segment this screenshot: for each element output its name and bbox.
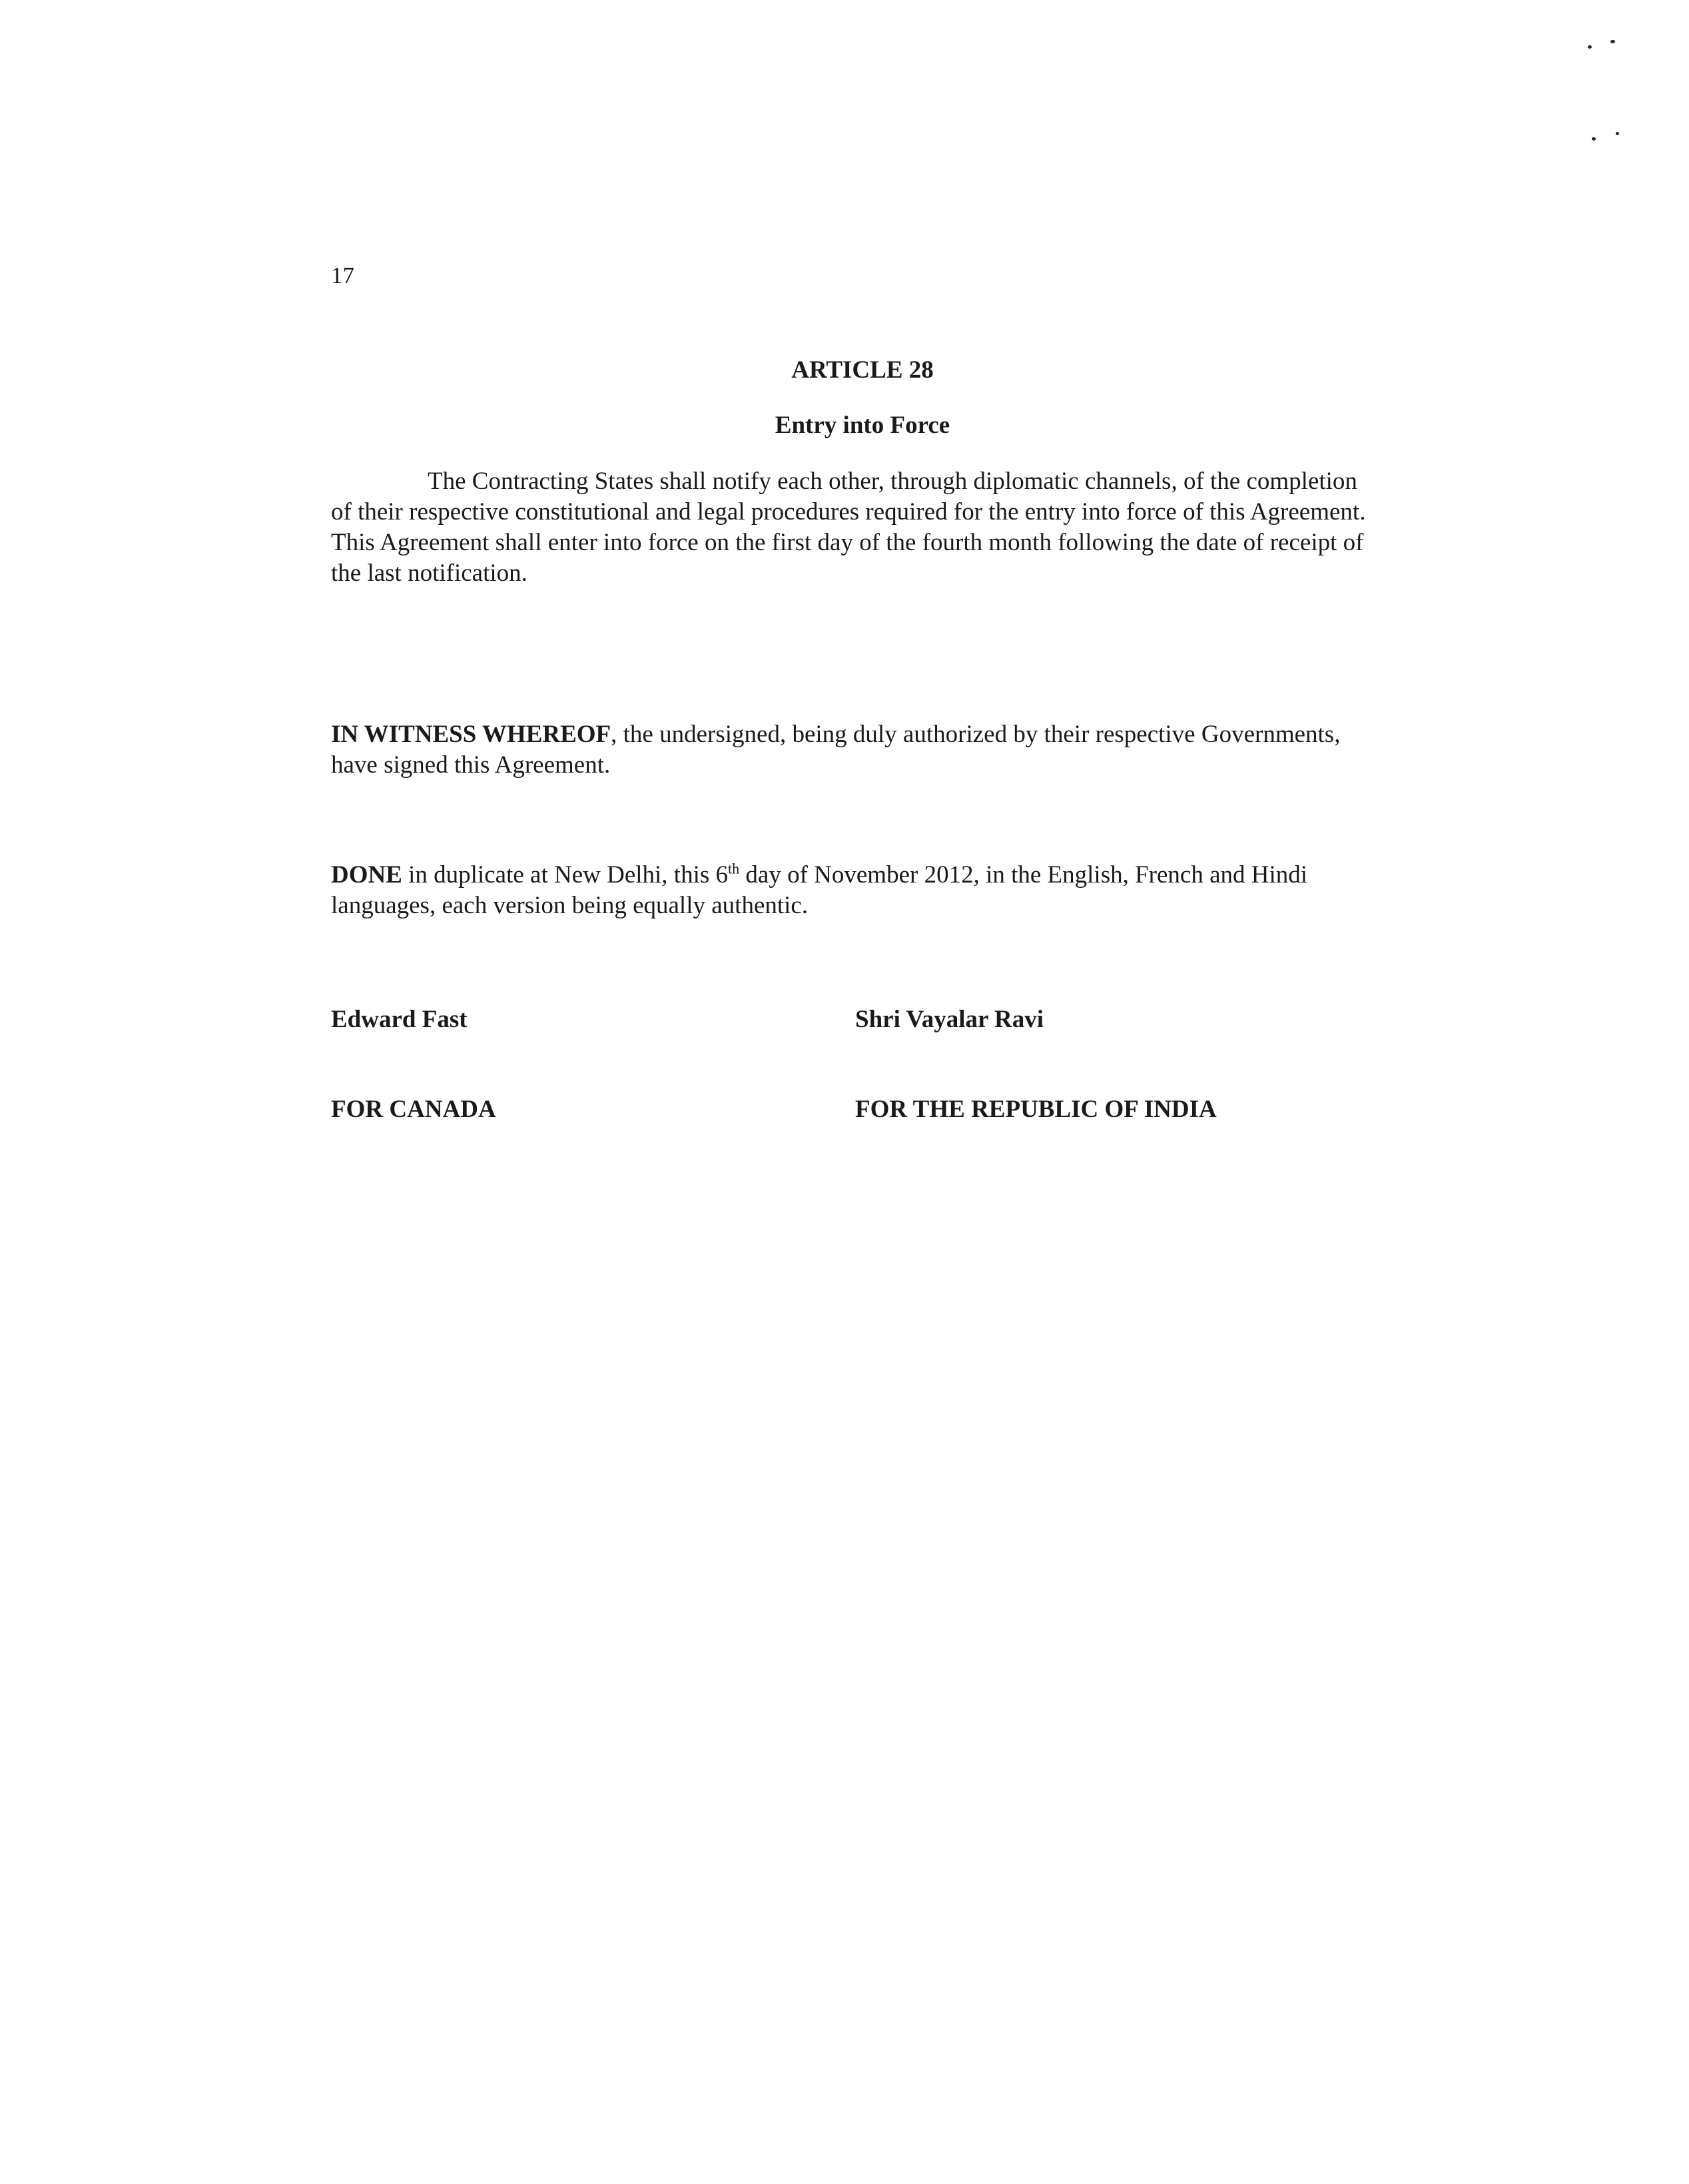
signatory-right-country: FOR THE REPUBLIC OF INDIA bbox=[855, 1096, 1217, 1123]
done-superscript: th bbox=[728, 860, 740, 877]
article-subtitle: Entry into Force bbox=[775, 412, 950, 439]
done-paragraph bbox=[331, 860, 1367, 921]
scan-speck bbox=[1592, 137, 1596, 141]
done-lead: DONE bbox=[331, 861, 402, 889]
article-body: The Contracting States shall notify each other, through diplomatic channels, of the completion of their respective constitutional and legal procedures required for the entry into force of this Agreement. This Agreement shall enter into force on the first day of the fourth month following the date of receipt of the last notification. bbox=[331, 468, 1366, 587]
signatory-left-name: Edward Fast bbox=[331, 1006, 468, 1033]
scan-speck bbox=[1588, 45, 1592, 49]
done-text-after: day of November 2012, in the English, French and Hindi languages, each version being equally authentic. bbox=[331, 861, 1308, 919]
page-number: 17 bbox=[331, 262, 354, 288]
witness-lead: IN WITNESS WHEREOF bbox=[331, 721, 611, 748]
scan-speck bbox=[1610, 40, 1615, 43]
article-title: ARTICLE 28 bbox=[791, 356, 934, 384]
witness-text: , the undersigned, being duly authorized by their respective Governments, have signed this Agreement. bbox=[331, 721, 1341, 779]
done-text-before: in duplicate at New Delhi, this 6 bbox=[402, 861, 729, 889]
scan-speck bbox=[1616, 132, 1619, 135]
witness-paragraph bbox=[331, 719, 1367, 781]
signatory-right-name: Shri Vayalar Ravi bbox=[855, 1006, 1044, 1033]
signatory-left-country: FOR CANADA bbox=[331, 1096, 496, 1123]
